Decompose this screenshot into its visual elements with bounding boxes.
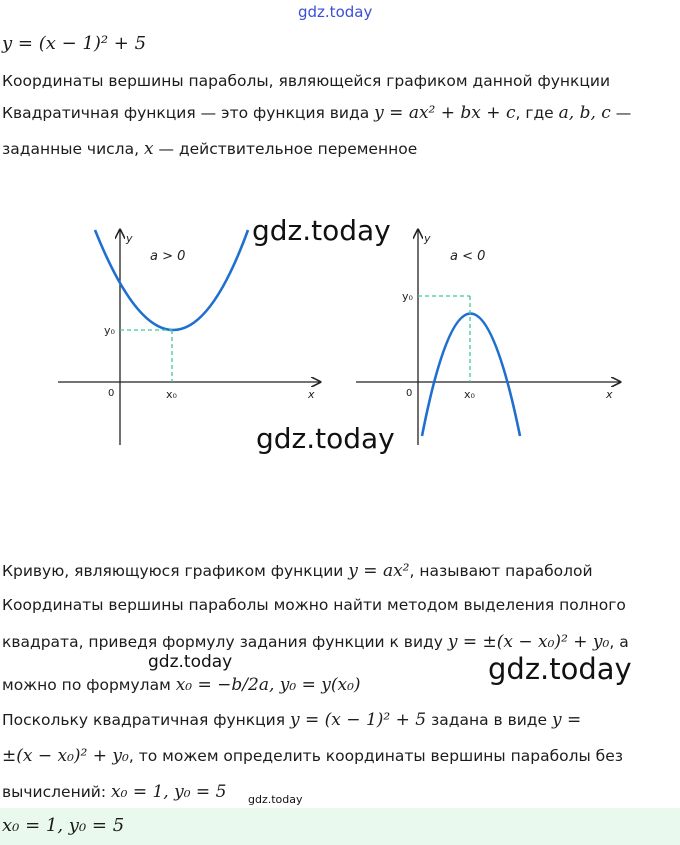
paragraph-vertex-method-line-3 bbox=[2, 675, 361, 695]
para2-line3-prefix: можно по формулам bbox=[2, 676, 171, 694]
definition-line-2 bbox=[2, 139, 417, 159]
left-a-condition: a > 0 bbox=[150, 249, 186, 264]
paragraph-conclusion-line-3 bbox=[2, 782, 226, 802]
para3-line3-prefix: вычислений: bbox=[2, 783, 107, 801]
para3-line1-formula: y = (x − 1)² + 5 bbox=[290, 710, 427, 730]
paragraph-conclusion-line-2 bbox=[2, 746, 623, 766]
para2-line2-prefix: квадрата, приведя формулу задания функции к виду bbox=[2, 633, 443, 651]
definition-formula: y = ax² + bx + c bbox=[374, 103, 516, 123]
para3-line2-suffix: , то можем определить координаты вершины параболы без bbox=[128, 747, 624, 765]
answer-box bbox=[0, 808, 680, 845]
para2-line2-formula: y = ±(x − x₀)² + y₀ bbox=[447, 632, 610, 652]
right-y-axis-label: y bbox=[424, 232, 431, 245]
paragraph-conclusion-line-1 bbox=[2, 710, 581, 730]
task-statement: Координаты вершины параболы, являющейся графиком данной функции bbox=[2, 72, 611, 90]
right-x0-label: x₀ bbox=[464, 388, 475, 401]
para3-line2-formula: ±(x − x₀)² + y₀ bbox=[2, 746, 129, 766]
left-origin-label: 0 bbox=[108, 388, 115, 399]
para1-prefix: Кривую, являющуюся графиком функции bbox=[2, 562, 344, 580]
paragraph-parabola-definition bbox=[2, 561, 593, 581]
paragraph-vertex-method-line-2 bbox=[2, 632, 629, 652]
left-x0-label: x₀ bbox=[166, 388, 177, 401]
para3-line1-prefix: Поскольку квадратичная функция bbox=[2, 711, 286, 729]
definition-vars: a, b, c bbox=[558, 103, 611, 123]
definition-line-1 bbox=[2, 103, 631, 123]
para1-suffix: , называют параболой bbox=[409, 562, 593, 580]
watermark-large: gdz.today bbox=[488, 652, 632, 686]
definition-line-2-prefix: заданные числа, bbox=[2, 140, 140, 158]
para3-line3-formula: x₀ = 1, y₀ = 5 bbox=[111, 782, 227, 802]
answer-formula: x₀ = 1, y₀ = 5 bbox=[2, 815, 125, 836]
definition-dash: — bbox=[615, 104, 632, 122]
watermark-small-2: gdz.today bbox=[248, 793, 303, 806]
definition-line-2-suffix: — действительное переменное bbox=[158, 140, 418, 158]
right-parabola-curve bbox=[422, 314, 520, 437]
definition-where: , где bbox=[515, 104, 554, 122]
watermark-graph-1: gdz.today bbox=[252, 214, 391, 247]
para2-line2-suffix: , а bbox=[609, 633, 629, 651]
watermark-top: gdz.today bbox=[298, 3, 373, 21]
definition-variable: x bbox=[143, 139, 154, 159]
right-x-axis-label: x bbox=[606, 388, 613, 401]
function-formula: y = (x − 1)² + 5 bbox=[2, 33, 147, 54]
para3-line1-var: y = bbox=[552, 710, 582, 730]
right-origin-label: 0 bbox=[406, 388, 413, 399]
left-y-axis-label: y bbox=[126, 232, 133, 245]
right-graph bbox=[356, 230, 620, 445]
left-y0-label: y₀ bbox=[104, 324, 115, 337]
watermark-small-1: gdz.today bbox=[148, 652, 233, 672]
paragraph-vertex-method-line-1: Координаты вершины параболы можно найти методом выделения полного bbox=[2, 596, 626, 614]
left-x-axis-label: x bbox=[308, 388, 315, 401]
para1-formula: y = ax² bbox=[348, 561, 410, 581]
left-graph bbox=[58, 230, 320, 445]
right-y0-label: y₀ bbox=[402, 290, 413, 303]
right-a-condition: a < 0 bbox=[450, 249, 486, 264]
definition-text: Квадратичная функция — это функция вида bbox=[2, 104, 370, 122]
left-parabola-curve bbox=[95, 230, 248, 330]
para2-line3-formula: x₀ = −b/2a, y₀ = y(x₀) bbox=[175, 675, 361, 695]
para3-line1-mid: задана в виде bbox=[431, 711, 548, 729]
watermark-graph-2: gdz.today bbox=[256, 422, 395, 455]
